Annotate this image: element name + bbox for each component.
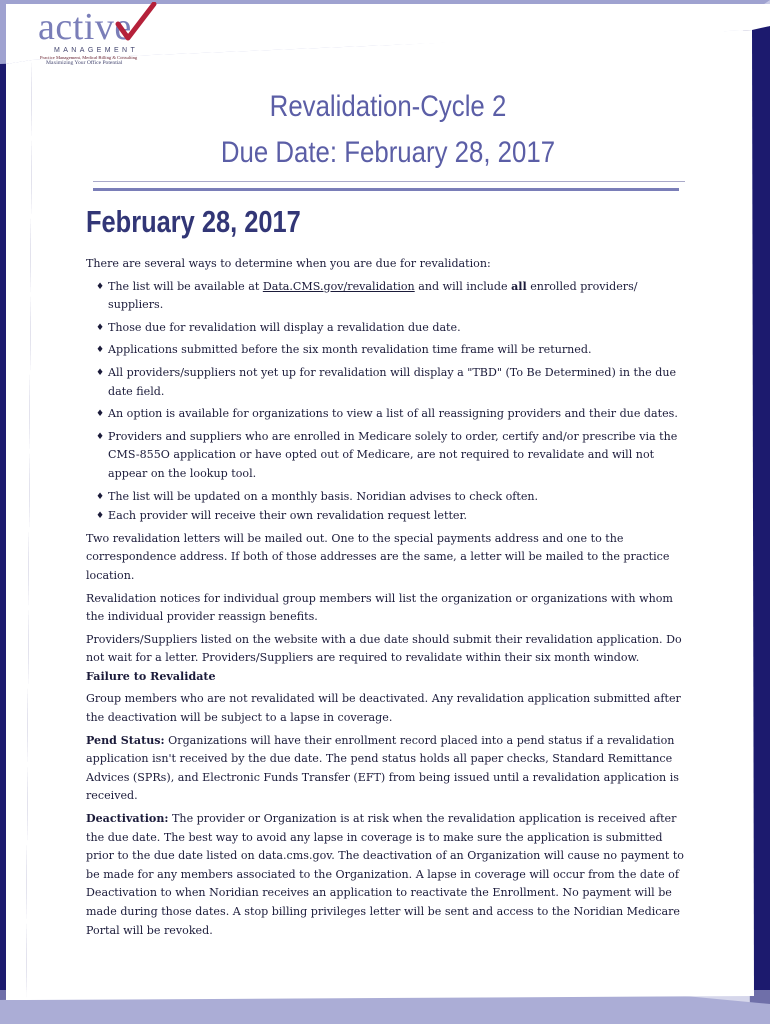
list-item: ♦ All providers/suppliers not yet up for revalidation will display a "TBD" (To Be Determined) in the due date field. bbox=[96, 365, 677, 398]
list-item: ♦ An option is available for organizations to view a list of all reassigning providers and their due dates. bbox=[86, 405, 692, 424]
list-item: ♦ Each provider will receive their own revalidation request letter. bbox=[86, 507, 692, 526]
letters-paragraph: Two revalidation letters will be mailed out. One to the special payments address and one to the correspondence address. If both of those addresses are the same, a letter will be mailed to the practice location. bbox=[86, 531, 670, 582]
document-body bbox=[86, 255, 692, 944]
document-title bbox=[130, 84, 646, 176]
pend-status-label: Pend Status: bbox=[86, 733, 165, 747]
divider-thin bbox=[93, 181, 685, 182]
diamond-bullet-icon: ♦ bbox=[96, 281, 105, 292]
date-heading: February 28, 2017 bbox=[86, 204, 301, 239]
intro-text: There are several ways to determine when you are due for revalidation: bbox=[86, 257, 491, 270]
diamond-bullet-icon: ♦ bbox=[96, 345, 105, 356]
list-item: ♦ Applications submitted before the six month revalidation time frame will be returned. bbox=[86, 341, 692, 360]
pend-status-paragraph: Pend Status: Organizations will have their enrollment record placed into a pend status if a revalidation application isn't received by the due date. The pend status holds all paper checks, Standard Remittance Advices (SPRs), and Electronic Funds Transfer (EFT) from being issued until a revalidation application is received. bbox=[86, 733, 679, 803]
logo-wordmark: active bbox=[38, 6, 132, 48]
title-line-2: Due Date: February 28, 2017 bbox=[220, 136, 556, 169]
logo-management: MANAGEMENT bbox=[54, 47, 139, 54]
list-item: ♦ Those due for revalidation will display a revalidation due date. bbox=[86, 319, 692, 338]
group-notices-paragraph: Revalidation notices for individual group members will list the organization or organizations with whom the individual provider reassign benefits. bbox=[86, 591, 673, 624]
deactivated-paragraph: Group members who are not revalidated will be deactivated. Any revalidation application submitted after the deactivation will be subject to a lapse in coverage. bbox=[86, 692, 681, 725]
checkmark-icon bbox=[114, 2, 158, 42]
title-line-1: Revalidation-Cycle 2 bbox=[269, 90, 507, 123]
data-cms-link[interactable]: Data.CMS.gov/revalidation bbox=[262, 279, 415, 293]
list-item: ♦ Providers and suppliers who are enrolled in Medicare solely to order, certify and/or prescribe via the CMS-855O application or have opted out of Medicare, are not required to revalidate and will not appear on the lookup tool. bbox=[96, 429, 678, 480]
diamond-bullet-icon: ♦ bbox=[96, 409, 105, 420]
divider-thick bbox=[93, 188, 679, 191]
diamond-bullet-icon: ♦ bbox=[96, 511, 105, 522]
deactivation-paragraph: Deactivation: The provider or Organization is at risk when the revalidation application is received after the due date. The best way to avoid any lapse in coverage is to make sure the application is submitted prior to the due date listed on data.cms.gov. The deactivation of an Organization will cause no payment to be made for any members associated to the Organization. A lapse in coverage will occur from the date of Deactivation to when Noridian receives an application to reactivate the Enrollment. No payment will be made during those dates. A stop billing privileges letter will be sent and access to the Noridian Medicare Portal will be revoked. bbox=[86, 812, 684, 937]
submit-paragraph: Providers/Suppliers listed on the website with a due date should submit their revalidation application. Do not wait for a letter. Providers/Suppliers are required to revalidate within their six month window. bbox=[86, 632, 682, 665]
diamond-bullet-icon: ♦ bbox=[96, 491, 105, 502]
diamond-bullet-icon: ♦ bbox=[96, 322, 105, 333]
list-item: ♦ The list will be available at Data.CMS.gov/revalidation and will include all enrolled providers/ suppliers. bbox=[96, 279, 638, 312]
diamond-bullet-icon: ♦ bbox=[96, 431, 105, 442]
determination-list bbox=[86, 278, 692, 526]
list-item: ♦ The list will be updated on a monthly basis. Noridian advises to check often. bbox=[86, 488, 692, 507]
diamond-bullet-icon: ♦ bbox=[96, 367, 105, 378]
deactivation-label: Deactivation: bbox=[86, 812, 169, 826]
logo-subtitle: Practice Management, Medical Billing & Consulting bbox=[40, 55, 138, 60]
company-logo bbox=[38, 8, 168, 66]
logo-tagline: Maximizing Your Office Potential bbox=[46, 60, 123, 66]
failure-heading: Failure to Revalidate bbox=[86, 669, 216, 683]
